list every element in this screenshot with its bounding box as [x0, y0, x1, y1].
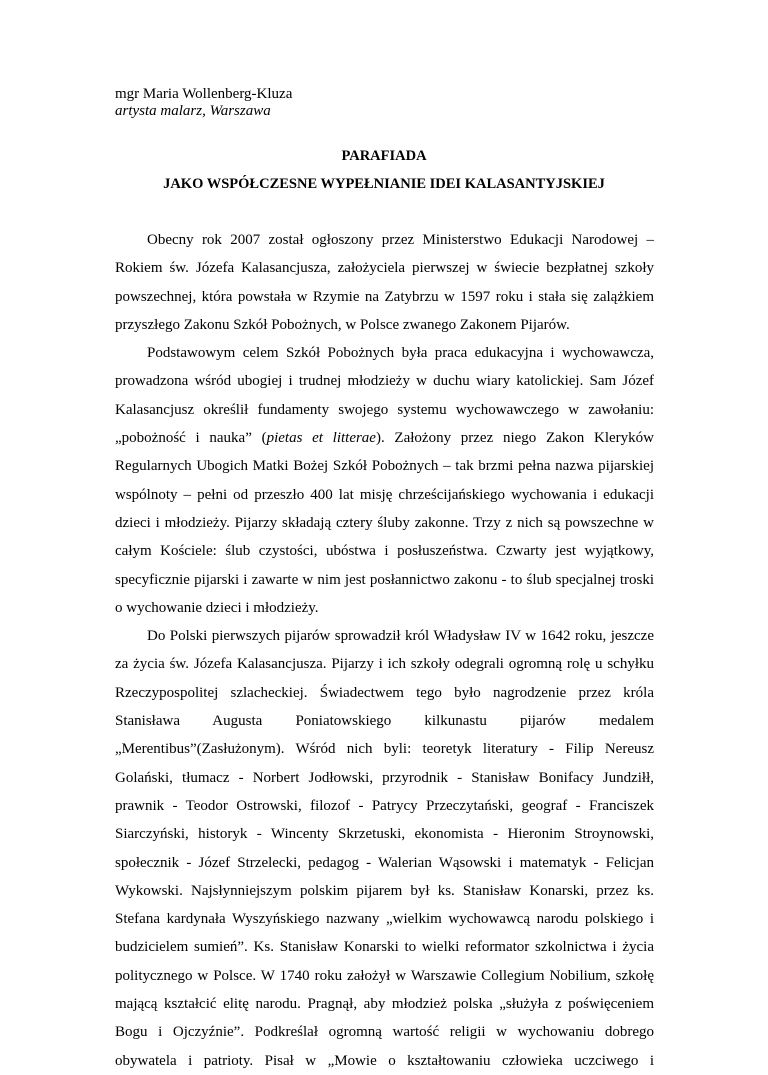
- body-text: [115, 226, 654, 1075]
- author-name: mgr Maria Wollenberg-Kluza: [115, 86, 293, 102]
- paragraph-2-part-a: Podstawowym celem Szkół Pobożnych była praca edukacyjna i wychowawcza, prowadzona wśród ubogiej i trudnej młodzieży w duchu wiary katolickiej. Sam Józef Kalasancjusz określił fundamenty swojego systemu wychowawczego w zawołaniu: „pobożność i nauka” (: [115, 345, 654, 447]
- author-affiliation: artysta malarz, Warszawa: [115, 103, 271, 119]
- author-block: [115, 86, 292, 120]
- document-title: PARAFIADA: [341, 148, 427, 164]
- paragraph-3: Do Polski pierwszych pijarów sprowadził król Władysław IV w 1642 roku, jeszcze za życia św. Józefa Kalasancjusza. Pijarzy i ich szkoły odegrali ogromną rolę u schyłku Rzeczypospolitej szlacheckiej. Świadectwem tego było nagrodzenie przez króla Stanisława Augusta Poniatowskiego kilkunastu pijarów medalem „Merentibus”(Zasłużonym). Wśród nich byli: teoretyk literatury - Filip Nereusz Golański, tłumacz - Norbert Jodłowski, przyrodnik - Stanisław Bonifacy Jundziłł, prawnik - Teodor Ostrowski, filozof - Patrycy Przeczytański, geograf - Franciszek Siarczyński, historyk - Wincenty Skrzetuski, ekonomista - Hieronim Stroynowski, społecznik - Józef Strzelecki, pedagog - Walerian Wąsowski i matematyk - Felicjan Wykowski. Najsłynniejszym polskim pijarem był ks. Stanisław Konarski, przez ks. Stefana kardynała Wyszyńskiego nazwany „wielkim wychowawcą narodu polskiego i budzicielem sumień”. Ks. Stanisław Konarski to wielki reformator szkolnictwa i życia politycznego w Polsce. W 1740 roku założył w Warszawie Collegium Nobilium, szkołę mającą kształcić elitę narodu. Pragnął, aby młodzież polska „służyła z poświęceniem Bogu i Ojczyźnie”. Podkreślał ogromną wartość religii w wychowaniu dobrego obywatela i patrioty. Pisał w „Mowie o kształtowaniu człowieka uczciwego i: [115, 628, 654, 1069]
- latin-motto: pietas et litterae: [266, 430, 376, 447]
- paragraph-2: [115, 339, 654, 622]
- document-subtitle: JAKO WSPÓŁCZESNE WYPEŁNIANIE IDEI KALASANTYJSKIEJ: [163, 176, 605, 192]
- paragraph-2-part-b: ). Założony przez niego Zakon Kleryków Regularnych Ubogich Matki Bożej Szkół Pobożnych – tak brzmi pełna nazwa pijarskiej wspólnoty – pełni od przeszło 400 lat misję chrześcijańskiego wychowania i edukacji dzieci i młodzieży. Pijarzy składają cztery śluby zakonne. Trzy z nich są powszechne w całym Kościele: ślub czystości, ubóstwa i posłuszeństwa. Czwarty jest wyjątkowy, specyficznie pijarski i zawarte w nim jest posłannictwo zakonu - to ślub specjalnej troski o wychowanie dzieci i młodzieży.: [115, 430, 654, 616]
- paragraph-1: Obecny rok 2007 został ogłoszony przez Ministerstwo Edukacji Narodowej – Rokiem św. Józefa Kalasancjusza, założyciela pierwszej w świecie bezpłatnej szkoły powszechnej, która powstała w Rzymie na Zatybrzu w 1597 roku i stała się zalążkiem przyszłego Zakonu Szkół Pobożnych, w Polsce zwanego Zakonem Pijarów.: [115, 232, 654, 333]
